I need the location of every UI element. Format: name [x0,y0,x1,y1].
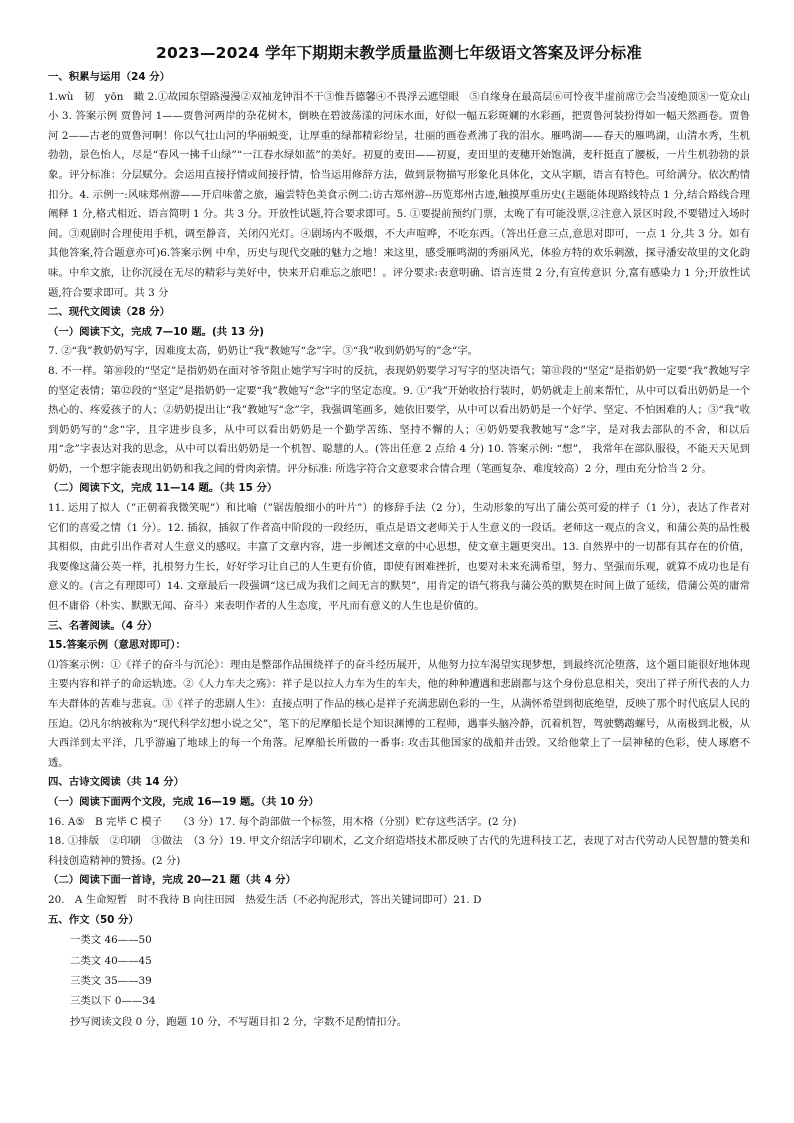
essay-grade-1: 一类文 46——50 [70,934,152,947]
section-heading-1: 一、积累与运用（24 分） [48,71,170,83]
subsection-heading-4b: （二）阅读下面一首诗，完成 20—21 题（共 4 分） [48,874,297,887]
essay-grade-4: 三类以下 0——34 [70,995,156,1008]
section-heading-2: 二、现代文阅读（28 分） [48,306,170,319]
essay-grading-scale [48,930,750,1032]
essay-grade-2: 二类文 40——45 [70,954,152,967]
question-7-answer: 7. ②“我”教奶奶写字，因难度太高，奶奶让“我”教她写“念”字。③“我”收到奶奶写的”念“字。 [48,345,479,358]
question-15-label: 15.答案示例（意思对即可）： [48,639,186,652]
subsection-heading-4a: （一）阅读下面两个文段，完成 16—19 题。（共 10 分） [48,795,319,808]
questions-20-21-answer: 20. A 生命短暂 时不我待 B 向往田园 热爱生活（不必拘泥形式，答出关键词即可）21. D [48,893,482,906]
questions-16-17-answer: 16. A⑤ B 完毕 C 模子 （3 分）17. 每个韵部做一个标签，用木格（分别）贮存这些活字。(2 分) [48,815,517,828]
question-15-answer: ⑴答案示例：①《祥子的奋斗与沉沦》：理由是整部作品围绕祥子的奋斗经历展开，从他努力拉车渴望实现梦想，到最终沉沦堕落，这个题目能很好地体现主要内容和祥子的命运轨迹。②《人力车夫之殇》：祥子是以拉人力车为生的车夫，他的种种遭遇和悲剧都与这个身份息息相关，突出了祥子所代表的人力车夫群体的苦难与悲哀。③《祥子的悲剧人生》：直接点明了作品的核心是祥子充满悲剧色彩的一生，从满怀希望到彻底绝望，反映了那个时代底层人民的压迫。⑵凡尔纳被称为“现代科学幻想小说之父”，笔下的尼摩船长是个知识渊博的工程师，遇事头脑冷静，沉着机智，驾驶鹦鹉螺号，从南极到北极，从大西洋到太平洋，几乎游遍了地球上的每一个角落。尼摩船长所做的一番事: 攻击其他国家的战船并击毁。又给他蒙上了一层神秘的色彩，使人琢磨不透。 [48,658,750,769]
essay-grade-3: 三类文 35——39 [70,974,152,987]
page-title: 2023—2024 学年下期期末教学质量监测七年级语文答案及评分标准 [156,44,642,62]
questions-11-14-answer: 11. 运用了拟人（”正朝着我微笑呢”）和比喻（”锯齿般细小的叶片”）的修辞手法（2 分），生动形象的写出了蒲公英可爱的样子（1 分），表达了作者对它们的喜爱之情（1 分）。12. 插叙，插叙了作者高中阶段的一段经历，重点是语文老师关于人生意义的一段话。老师这一观点的含义，和蒲公英的品性极其相似，由此引出作者对人生意义的感叹。丰富了文章内容，进一步阐述文章的中心思想，使文章主题更突出。13. 自然界中的一切都有其存在的价值，我要像这蒲公英一样，扎根努力生长，好好学习让自己的人生更有价值，即使有困难挫折，也要对未来充满希望，努力、坚强而乐观，就算不成功也是有意义的。(言之有理即可）14. 文章最后一段强调“这已成为我们之间无言的默契”，用肯定的语气将我与蒲公英的默契在时间上做了延续，借蒲公英的庸常但不庸俗（朴实、默默无闻、奋斗）来表明作者的人生态度，平凡而有意义的人生也是价值的。 [48,502,750,613]
section-heading-3: 三、名著阅读。（4 分） [48,619,158,632]
subsection-heading-2a: （一）阅读下文，完成 7—10 题。(共 13 分) [48,325,264,338]
essay-deduction-note: 抄写阅读文段 0 分，跑题 10 分，不写题目扣 2 分，字数不足酌情扣分。 [70,1015,408,1028]
questions-8-10-answer: 8. 不一样。第⑩段的“坚定”是指奶奶在面对爷爷阻止她学写字时的反抗，表现奶奶要学习写字的坚决语气；第⑪段的“坚定”是指奶奶一定要“我”教她写字的坚定表情；第⑫段的“坚定”是指奶奶一定要“我”教她写“念”字的坚定态度。9. ①“我”开始收拾行装时，奶奶就走上前来帮忙，从中可以看出奶奶是一个热心的、疼爱孩子的人；②奶奶提出让“我”教她写“念”字，我强调笔画多，她依旧要学，从中可以看出奶奶是一个好学、坚定、不怕困难的人；③“我”收到奶奶写的”念“字，且字进步良多，从中可以看出奶奶是一个勤学苦练、坚持不懈的人；④奶奶要我教她写“念”字，是对我去部队的不舍，和以后用“念”字表达对我的思念，从中可以看出奶奶是一个机智、聪慧的人。(答出任意 2 点给 4 分) 10. 答案示例: “想”， 我常年在部队服役，不能天天见到奶奶，一个想字能表现出奶奶和我之间的骨肉亲情。评分标准: 所选字符合文意要求合情合理（笔画复杂、难度较高）2 分，理由充分恰当 2 分。 [48,364,750,475]
subsection-heading-2b: （二）阅读下文，完成 11—14 题。（共 15 分） [48,482,278,495]
section-heading-5: 五、作文（50 分） [48,913,139,926]
questions-18-19-answer: 18. ①排版 ②印刷 ③做法 （3 分）19. 甲文介绍活字印刷术，乙文介绍造塔技术都反映了古代的先进科技工艺，表现了对古代劳动人民智慧的赞美和科技创造精神的赞扬。(2 分) [48,835,750,867]
section-1-body: 1.wù 韧 yōn 瞰 2.①故园东望路漫漫②双袖龙钟泪不干③惟吾德馨④不畏浮云遮望眼 ⑤自缘身在最高层⑥可怜夜半虚前席⑦会当凌绝顶⑧一览众山小 3. 答案示例 贾鲁河 1——贾鲁河两岸的杂花树木，倒映在碧波荡漾的河床水面，好似一幅五彩斑斓的水彩画，把贾鲁河装扮得如一幅天然画卷。贾鲁河 2——古老的贾鲁河啊！你以气壮山河的华丽蜕变，让厚重的绿都精彩纷呈，壮丽的画卷煮沸了我的泪水。雁鸣湖——春天的雁鸣湖，山清水秀，生机勃勃，景色怡人，尽是“春风一拂千山绿”“一江春水绿如蓝”的美好。初夏的麦田——初夏，麦田里的麦穗开始饱满，麦秆挺直了腰板，一片生机勃勃的景象。评分标准：分层赋分。会运用直接抒情或间接抒情，恰当运用修辞方法，做到景物描写形象化具体化，文从字顺，语言有特色。可给满分。依次酌情扣分。4. 示例一:风味郑州游——开启味蕾之旅，遍尝特色美食示例二:访古郑州游--历览郑州古迹,触摸厚重历史(主题能体现路线特点 1 分,结合路线合理阐释 1 分,格式相近、语言简明 1 分。共 3 分。开放性试题,符合要求即可。5. ①要提前预约门票，太晚了有可能没票,②注意入景区时段,不要错过入场时间。③观剧时合理使用手机，调至静音，关闭闪光灯。④剧场内不吸烟，不大声喧哗，不吃东西。（答出任意三点,意思对即可，一点 1 分,共 3 分。如有其他答案,符合题意亦可)6.答案示例 中牟，历史与现代交融的魅力之地！来这里，感受雁鸣湖的秀丽风光，体验方特的欢乐刺激，探寻潘安故里的文化韵味。中牟文旅，让你沉浸在无尽的精彩与美好中，快来开启难忘之旅吧！。评分要求:表意明确、语言连贯 2 分,有宣传意识 分,富有感染力 1 分;开放性试题,符合要求即可。共 3 分 [48,90,750,299]
section-heading-4: 四、古诗文阅读（共 14 分） [48,776,184,789]
